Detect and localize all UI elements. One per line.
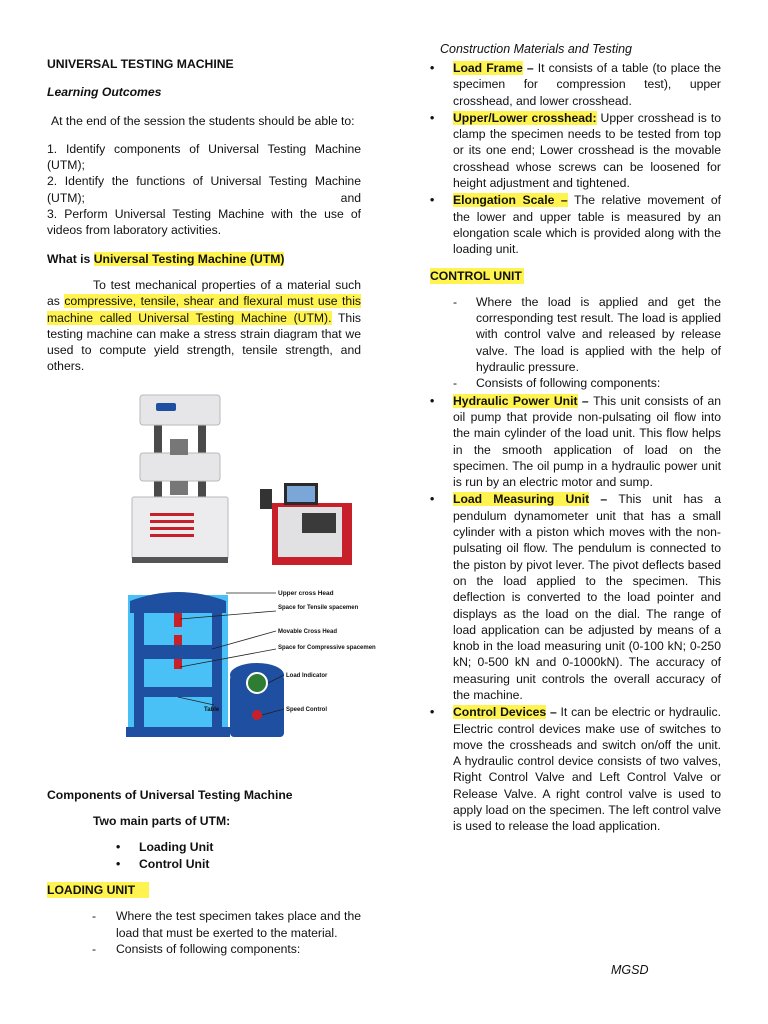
term: Load Frame xyxy=(453,61,523,75)
dash-icon: - xyxy=(92,909,97,924)
control-component-item xyxy=(430,393,721,491)
para-end: This testing machine can make a stress strain diagram that we used to compute yield strength, tensile strength, and others. xyxy=(47,310,361,374)
bullet-icon: • xyxy=(116,840,121,855)
page-title: UNIVERSAL TESTING MACHINE xyxy=(47,57,234,71)
control-dash-list xyxy=(430,294,721,392)
label-load-indicator: Load Indicator xyxy=(286,672,328,679)
control-component-item xyxy=(430,491,721,703)
main-parts-list xyxy=(47,839,361,872)
components-heading: Components of Universal Testing Machine xyxy=(47,787,293,802)
utm-photo xyxy=(122,393,362,569)
bullet-icon: • xyxy=(430,110,435,125)
description: This unit has a pendulum dynamometer unit that has a small cylinder with a piston which moves with the non-pulsating oil flow. The pendulum is connected to the piston by pivot lever. The pivot deflects based on the load applied to the specimen. This deflection is converted to the load pointer and displays as the load on the dial. The range of load application can be adjusted by means of a knob in the load measuring unit (0-100 kN; 0-250 kN; 0-500 kN and 0-1000kN). The accuracy of measuring unit controls the overall accuracy of the machine. xyxy=(453,492,721,702)
label-table: Table xyxy=(204,706,220,713)
control-unit-heading: CONTROL UNIT xyxy=(430,268,522,283)
main-part-label: Control Unit xyxy=(139,856,210,871)
term: Load Measuring Unit xyxy=(453,492,590,507)
label-compressive-space: Space for Compressive spacemen xyxy=(278,644,376,651)
term-separator: – xyxy=(522,61,538,75)
what-is-highlight: Universal Testing Machine (UTM) xyxy=(93,251,285,266)
loading-unit-heading: LOADING UNIT xyxy=(47,882,149,898)
list-item xyxy=(430,375,721,391)
bullet-icon: • xyxy=(430,393,435,408)
right-column xyxy=(430,40,721,836)
loading-component-item xyxy=(430,110,721,191)
bullet-icon: • xyxy=(430,705,435,720)
dash-text: Where the load is applied and get the corresponding test result. The load is applied with control valve and released by release valve. The load is applied with the help of hydraulic pressure. xyxy=(476,294,721,375)
term-separator: – xyxy=(589,492,619,507)
loading-dash-list xyxy=(47,908,361,957)
loading-unit-heading-row xyxy=(47,882,361,898)
learning-outcomes-heading: Learning Outcomes xyxy=(47,85,162,100)
outcomes-list xyxy=(47,141,361,239)
two-main-parts: Two main parts of UTM: xyxy=(93,814,231,829)
outcome-item: 1. Identify components of Universal Testing Machine (UTM); xyxy=(47,141,361,173)
what-is-prefix: What is xyxy=(47,251,94,266)
term-separator: – xyxy=(546,705,561,720)
running-header: Construction Materials and Testing xyxy=(440,42,632,56)
dash-icon: - xyxy=(92,941,97,956)
list-item xyxy=(47,839,361,855)
bullet-icon: • xyxy=(430,492,435,507)
left-column xyxy=(47,56,376,957)
bullet-icon: • xyxy=(430,61,435,75)
term: Hydraulic Power Unit xyxy=(453,393,578,408)
loading-component-item xyxy=(430,192,721,257)
outcome-item: 2. Identify the functions of Universal Testing Machine (UTM); and xyxy=(47,174,361,205)
control-components-list xyxy=(430,393,721,835)
description: It can be electric or hydraulic. Electric control devices make use of switches to move the crossheads and switch on/off the unit. A hydraulic control device consists of two valves, Right Control Valve and Left Control Valve or Release Valve. A right control valve is used to apply load on the specimen. The left control valve is used to release the load application. xyxy=(453,705,721,834)
description: It consists of a table (to place the specimen for compression test), upper crosshead, and lower crosshead. xyxy=(453,61,721,108)
term: Control Devices xyxy=(453,705,547,720)
figures xyxy=(47,387,376,787)
dash-icon: - xyxy=(453,376,458,391)
list-item xyxy=(47,856,361,872)
main-part-label: Loading Unit xyxy=(139,840,214,855)
term: Elongation Scale – xyxy=(453,193,568,208)
control-unit-heading-row xyxy=(430,268,721,284)
description: This unit consists of an oil pump that provide non-pulsating oil flow into the main cylinder of the load unit. This flow helps in the smooth application of load on the specimen. The oil pump in a hydraulic power unit is run by an electric motor and sump. xyxy=(453,393,722,490)
utm-description xyxy=(47,277,361,375)
label-upper-crosshead: Upper cross Head xyxy=(278,589,334,597)
control-component-item xyxy=(430,704,721,834)
dash-text: Consists of following components: xyxy=(476,376,661,391)
utm-diagram xyxy=(118,579,376,741)
list-item xyxy=(430,294,721,375)
label-tensile-space: Space for Tensile spacemen xyxy=(278,604,359,611)
description: Upper crosshead is to clamp the specimen needs to be tested from top or its one end; Lower crosshead is the movable crosshead whose screws can be loosened for height adjustment and tightened. xyxy=(453,110,721,191)
intro-text: At the end of the session the students should be able to: xyxy=(51,113,355,128)
label-speed-control: Speed Control xyxy=(286,706,328,713)
dash-text: Consists of following components: xyxy=(116,941,301,956)
bullet-icon: • xyxy=(116,856,121,871)
description: The relative movement of the lower and upper table is measured by an elongation scale which is provided along with the loading unit. xyxy=(453,193,721,257)
dash-icon: - xyxy=(453,294,458,309)
term: Upper/Lower crosshead: xyxy=(453,110,597,125)
term-separator: – xyxy=(577,393,594,408)
dash-text: Where the test specimen takes place and the load that must be exerted to the material. xyxy=(116,909,361,940)
footer-initials: MGSD xyxy=(611,963,649,977)
para-start: To test mechanical properties of a material such as xyxy=(47,277,361,309)
outcome-item: 3. Perform Universal Testing Machine with the use of videos from laboratory activities. xyxy=(47,207,361,238)
label-movable-crosshead: Movable Cross Head xyxy=(278,628,338,635)
loading-component-item xyxy=(430,60,721,109)
bullet-icon: • xyxy=(430,193,435,208)
list-item xyxy=(47,908,361,941)
para-highlight: compressive, tensile, shear and flexural must use this machine called Universal Testing Machine (UTM). xyxy=(47,294,361,325)
list-item xyxy=(47,941,361,957)
what-is-heading xyxy=(47,251,361,267)
